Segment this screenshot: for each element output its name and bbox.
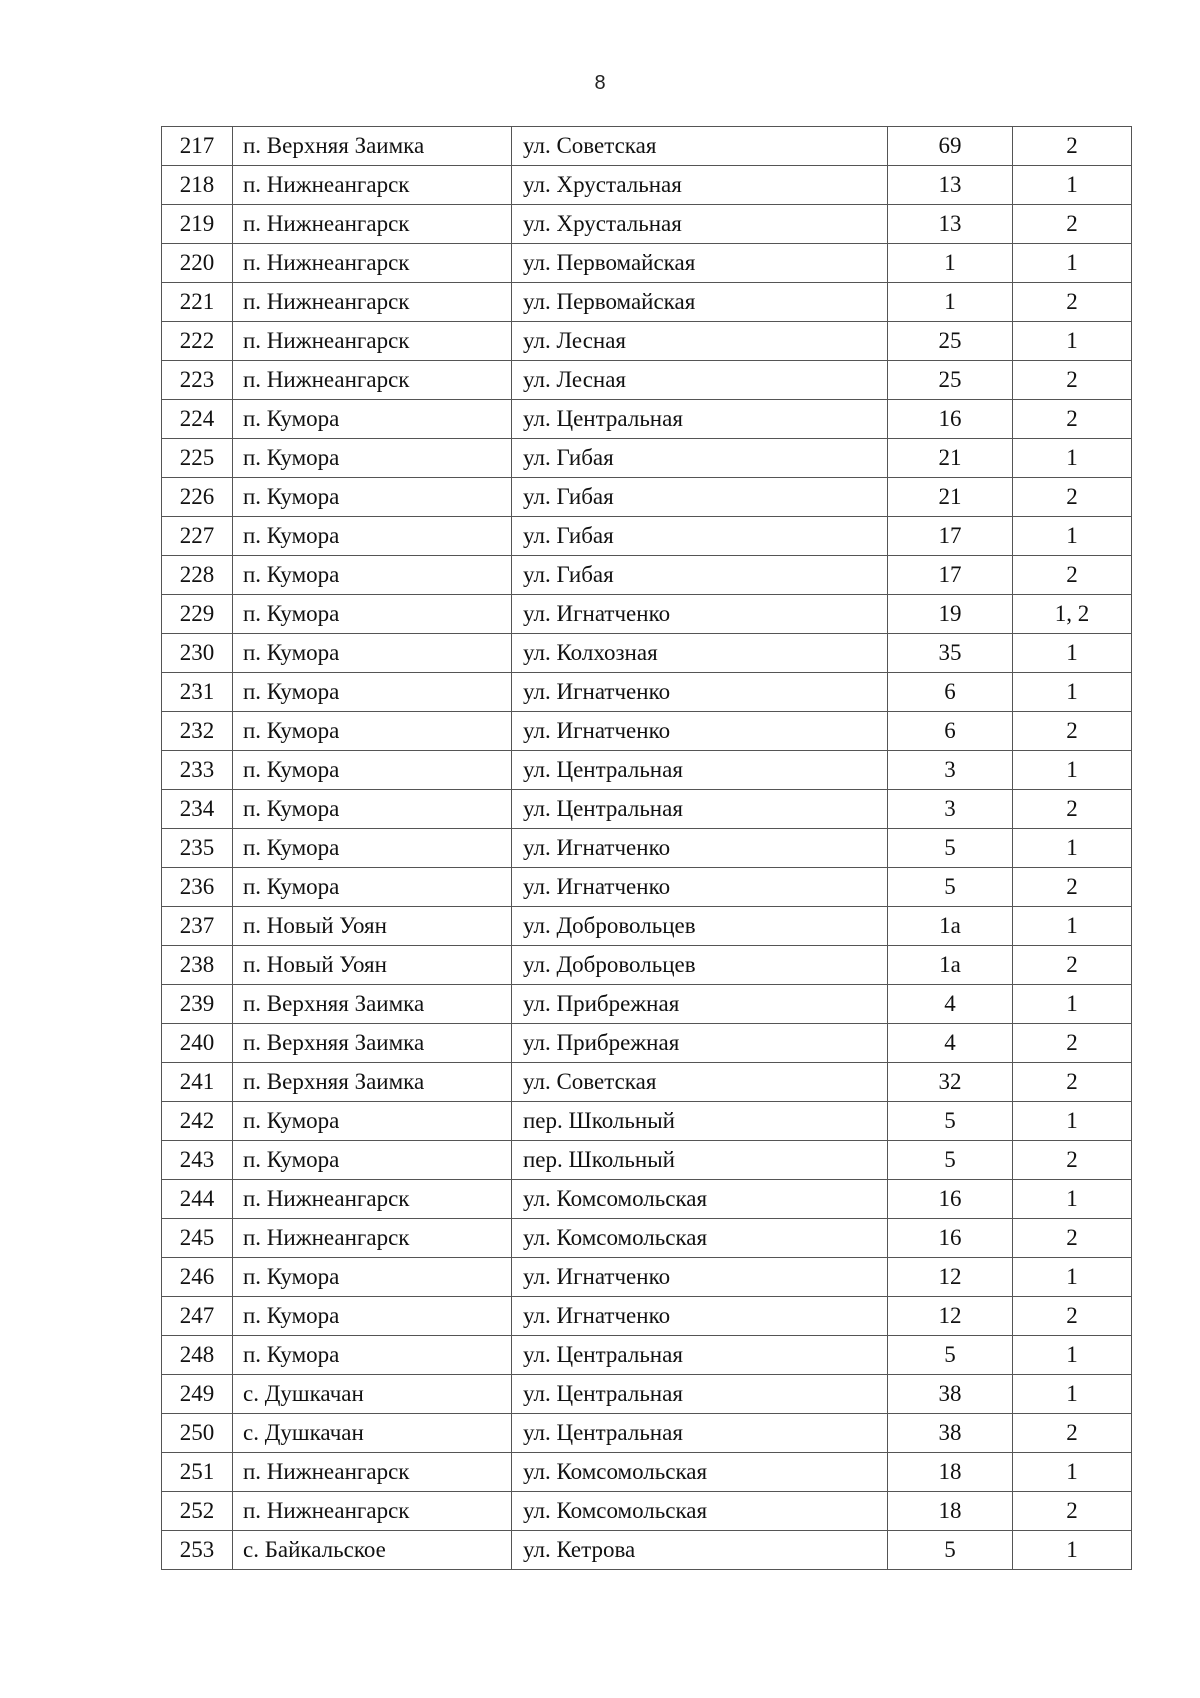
apartment-number-cell: 2 [1013,283,1132,322]
house-number-cell: 35 [888,634,1013,673]
locality-cell: п. Нижнеангарск [233,283,512,322]
row-number-cell: 239 [162,985,233,1024]
street-cell: ул. Прибрежная [512,985,888,1024]
street-cell: ул. Игнатченко [512,712,888,751]
apartment-number-cell: 1 [1013,1453,1132,1492]
locality-cell: п. Кумора [233,478,512,517]
house-number-cell: 12 [888,1297,1013,1336]
locality-cell: п. Кумора [233,634,512,673]
house-number-cell: 1 [888,244,1013,283]
house-number-cell: 5 [888,829,1013,868]
street-cell: ул. Хрустальная [512,205,888,244]
locality-cell: п. Кумора [233,790,512,829]
street-cell: ул. Центральная [512,1414,888,1453]
street-cell: ул. Центральная [512,400,888,439]
table-row [162,868,1132,907]
street-cell: ул. Лесная [512,361,888,400]
apartment-number-cell: 1 [1013,751,1132,790]
apartment-number-cell: 2 [1013,1414,1132,1453]
house-number-cell: 6 [888,673,1013,712]
locality-cell: п. Кумора [233,829,512,868]
apartment-number-cell: 1 [1013,673,1132,712]
table-row [162,1102,1132,1141]
apartment-number-cell: 1 [1013,439,1132,478]
apartment-number-cell: 1 [1013,829,1132,868]
row-number-cell: 252 [162,1492,233,1531]
table-row [162,127,1132,166]
row-number-cell: 240 [162,1024,233,1063]
locality-cell: п. Нижнеангарск [233,166,512,205]
locality-cell: п. Кумора [233,595,512,634]
row-number-cell: 219 [162,205,233,244]
house-number-cell: 16 [888,1180,1013,1219]
apartment-number-cell: 2 [1013,1219,1132,1258]
table-row [162,517,1132,556]
row-number-cell: 236 [162,868,233,907]
row-number-cell: 225 [162,439,233,478]
table-row [162,1336,1132,1375]
row-number-cell: 223 [162,361,233,400]
street-cell: пер. Школьный [512,1141,888,1180]
street-cell: ул. Комсомольская [512,1219,888,1258]
locality-cell: п. Нижнеангарск [233,322,512,361]
house-number-cell: 38 [888,1414,1013,1453]
row-number-cell: 235 [162,829,233,868]
apartment-number-cell: 1 [1013,1336,1132,1375]
row-number-cell: 228 [162,556,233,595]
locality-cell: п. Новый Уоян [233,907,512,946]
table-row [162,790,1132,829]
street-cell: ул. Первомайская [512,244,888,283]
row-number-cell: 222 [162,322,233,361]
apartment-number-cell: 1 [1013,985,1132,1024]
table-row [162,673,1132,712]
house-number-cell: 18 [888,1453,1013,1492]
house-number-cell: 13 [888,166,1013,205]
table-row [162,907,1132,946]
table-row [162,361,1132,400]
house-number-cell: 21 [888,478,1013,517]
locality-cell: п. Кумора [233,556,512,595]
house-number-cell: 1а [888,946,1013,985]
apartment-number-cell: 1 [1013,907,1132,946]
locality-cell: п. Кумора [233,1336,512,1375]
table-row [162,634,1132,673]
street-cell: ул. Игнатченко [512,673,888,712]
locality-cell: п. Верхняя Заимка [233,1063,512,1102]
street-cell: пер. Школьный [512,1102,888,1141]
row-number-cell: 251 [162,1453,233,1492]
house-number-cell: 25 [888,361,1013,400]
street-cell: ул. Комсомольская [512,1492,888,1531]
table-row [162,1024,1132,1063]
street-cell: ул. Комсомольская [512,1180,888,1219]
street-cell: ул. Колхозная [512,634,888,673]
street-cell: ул. Прибрежная [512,1024,888,1063]
table-row [162,166,1132,205]
house-number-cell: 4 [888,1024,1013,1063]
apartment-number-cell: 2 [1013,1063,1132,1102]
row-number-cell: 232 [162,712,233,751]
house-number-cell: 18 [888,1492,1013,1531]
street-cell: ул. Кетрова [512,1531,888,1570]
locality-cell: п. Верхняя Заимка [233,1024,512,1063]
locality-cell: с. Байкальское [233,1531,512,1570]
house-number-cell: 17 [888,556,1013,595]
row-number-cell: 238 [162,946,233,985]
table-row [162,322,1132,361]
row-number-cell: 242 [162,1102,233,1141]
table-row [162,1297,1132,1336]
row-number-cell: 230 [162,634,233,673]
table-row [162,244,1132,283]
house-number-cell: 32 [888,1063,1013,1102]
row-number-cell: 247 [162,1297,233,1336]
apartment-number-cell: 1, 2 [1013,595,1132,634]
row-number-cell: 220 [162,244,233,283]
apartment-number-cell: 2 [1013,868,1132,907]
row-number-cell: 250 [162,1414,233,1453]
house-number-cell: 16 [888,400,1013,439]
table-row [162,1141,1132,1180]
apartment-number-cell: 2 [1013,790,1132,829]
apartment-number-cell: 2 [1013,1024,1132,1063]
row-number-cell: 244 [162,1180,233,1219]
table-row [162,1375,1132,1414]
apartment-number-cell: 1 [1013,634,1132,673]
locality-cell: п. Кумора [233,712,512,751]
house-number-cell: 16 [888,1219,1013,1258]
house-number-cell: 1 [888,283,1013,322]
apartment-number-cell: 2 [1013,1141,1132,1180]
apartment-number-cell: 2 [1013,556,1132,595]
registry-table [161,126,1132,1570]
locality-cell: п. Кумора [233,673,512,712]
table-row [162,400,1132,439]
table-row [162,751,1132,790]
street-cell: ул. Игнатченко [512,829,888,868]
apartment-number-cell: 2 [1013,712,1132,751]
house-number-cell: 6 [888,712,1013,751]
street-cell: ул. Хрустальная [512,166,888,205]
locality-cell: п. Кумора [233,751,512,790]
apartment-number-cell: 2 [1013,205,1132,244]
row-number-cell: 234 [162,790,233,829]
street-cell: ул. Игнатченко [512,1297,888,1336]
street-cell: ул. Центральная [512,751,888,790]
table-row [162,1219,1132,1258]
apartment-number-cell: 1 [1013,517,1132,556]
row-number-cell: 237 [162,907,233,946]
apartment-number-cell: 1 [1013,1375,1132,1414]
locality-cell: п. Кумора [233,400,512,439]
apartment-number-cell: 1 [1013,1258,1132,1297]
table-row [162,556,1132,595]
street-cell: ул. Добровольцев [512,907,888,946]
house-number-cell: 19 [888,595,1013,634]
apartment-number-cell: 1 [1013,322,1132,361]
table-row [162,283,1132,322]
row-number-cell: 226 [162,478,233,517]
apartment-number-cell: 2 [1013,478,1132,517]
house-number-cell: 69 [888,127,1013,166]
house-number-cell: 1а [888,907,1013,946]
row-number-cell: 243 [162,1141,233,1180]
table-row [162,439,1132,478]
row-number-cell: 233 [162,751,233,790]
street-cell: ул. Советская [512,127,888,166]
row-number-cell: 249 [162,1375,233,1414]
row-number-cell: 224 [162,400,233,439]
apartment-number-cell: 1 [1013,244,1132,283]
table-row [162,712,1132,751]
locality-cell: п. Кумора [233,868,512,907]
street-cell: ул. Комсомольская [512,1453,888,1492]
locality-cell: п. Кумора [233,1297,512,1336]
table-row [162,1414,1132,1453]
locality-cell: п. Нижнеангарск [233,1453,512,1492]
street-cell: ул. Первомайская [512,283,888,322]
table-row [162,1531,1132,1570]
house-number-cell: 17 [888,517,1013,556]
house-number-cell: 13 [888,205,1013,244]
locality-cell: п. Верхняя Заимка [233,985,512,1024]
house-number-cell: 3 [888,790,1013,829]
house-number-cell: 38 [888,1375,1013,1414]
table-row [162,1180,1132,1219]
locality-cell: п. Нижнеангарск [233,1219,512,1258]
street-cell: ул. Игнатченко [512,1258,888,1297]
street-cell: ул. Гибая [512,517,888,556]
table-row [162,478,1132,517]
locality-cell: п. Верхняя Заимка [233,127,512,166]
street-cell: ул. Игнатченко [512,868,888,907]
table-row [162,1063,1132,1102]
row-number-cell: 217 [162,127,233,166]
row-number-cell: 248 [162,1336,233,1375]
street-cell: ул. Лесная [512,322,888,361]
house-number-cell: 3 [888,751,1013,790]
house-number-cell: 4 [888,985,1013,1024]
house-number-cell: 5 [888,1102,1013,1141]
street-cell: ул. Советская [512,1063,888,1102]
locality-cell: с. Душкачан [233,1375,512,1414]
house-number-cell: 25 [888,322,1013,361]
street-cell: ул. Центральная [512,790,888,829]
apartment-number-cell: 1 [1013,1102,1132,1141]
street-cell: ул. Гибая [512,556,888,595]
locality-cell: п. Кумора [233,1102,512,1141]
locality-cell: п. Нижнеангарск [233,1180,512,1219]
table-row [162,1258,1132,1297]
house-number-cell: 5 [888,1336,1013,1375]
apartment-number-cell: 2 [1013,1492,1132,1531]
house-number-cell: 5 [888,1531,1013,1570]
row-number-cell: 218 [162,166,233,205]
row-number-cell: 245 [162,1219,233,1258]
locality-cell: п. Кумора [233,517,512,556]
registry-table-body [162,127,1132,1570]
apartment-number-cell: 2 [1013,127,1132,166]
street-cell: ул. Центральная [512,1375,888,1414]
row-number-cell: 221 [162,283,233,322]
apartment-number-cell: 2 [1013,400,1132,439]
street-cell: ул. Гибая [512,439,888,478]
table-row [162,205,1132,244]
locality-cell: п. Кумора [233,1141,512,1180]
house-number-cell: 12 [888,1258,1013,1297]
locality-cell: с. Душкачан [233,1414,512,1453]
row-number-cell: 227 [162,517,233,556]
house-number-cell: 5 [888,868,1013,907]
locality-cell: п. Нижнеангарск [233,1492,512,1531]
locality-cell: п. Нижнеангарск [233,205,512,244]
table-row [162,595,1132,634]
row-number-cell: 231 [162,673,233,712]
row-number-cell: 253 [162,1531,233,1570]
row-number-cell: 229 [162,595,233,634]
apartment-number-cell: 2 [1013,1297,1132,1336]
table-row [162,829,1132,868]
locality-cell: п. Нижнеангарск [233,244,512,283]
locality-cell: п. Новый Уоян [233,946,512,985]
table-row [162,1453,1132,1492]
apartment-number-cell: 1 [1013,1180,1132,1219]
street-cell: ул. Гибая [512,478,888,517]
table-row [162,1492,1132,1531]
table-row [162,985,1132,1024]
house-number-cell: 5 [888,1141,1013,1180]
apartment-number-cell: 1 [1013,166,1132,205]
row-number-cell: 241 [162,1063,233,1102]
locality-cell: п. Нижнеангарск [233,361,512,400]
apartment-number-cell: 2 [1013,361,1132,400]
table-row [162,946,1132,985]
locality-cell: п. Кумора [233,1258,512,1297]
apartment-number-cell: 2 [1013,946,1132,985]
house-number-cell: 21 [888,439,1013,478]
locality-cell: п. Кумора [233,439,512,478]
street-cell: ул. Игнатченко [512,595,888,634]
apartment-number-cell: 1 [1013,1531,1132,1570]
street-cell: ул. Центральная [512,1336,888,1375]
page-number: 8 [594,72,606,94]
row-number-cell: 246 [162,1258,233,1297]
street-cell: ул. Добровольцев [512,946,888,985]
